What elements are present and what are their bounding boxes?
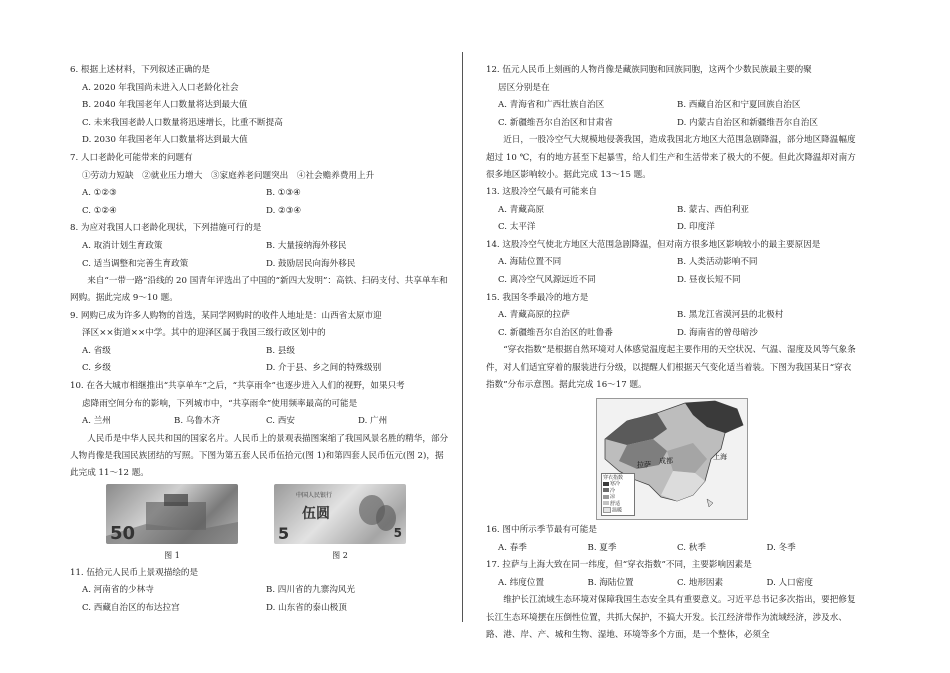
legend-swatch [603, 507, 611, 513]
q14-option-d: D. 昼夜长短不同 [677, 274, 741, 285]
q10-option-d: D. 广州 [358, 416, 388, 427]
q10-option-b: B. 乌鲁木齐 [174, 416, 221, 427]
q6-option-a: A. 2020 年我国尚未进入人口老龄化社会 [82, 82, 239, 93]
q12-option-c: C. 新疆维吾尔自治区和甘肃省 [498, 117, 613, 128]
q15-option-d: D. 海南省的曾母暗沙 [677, 327, 758, 338]
legend-title: 穿衣指数 [603, 474, 624, 481]
banknote-figures [70, 484, 450, 565]
q8-option-a: A. 取消计划生育政策 [82, 240, 163, 251]
q12-option-a: A. 青海省和广西壮族自治区 [498, 100, 605, 111]
left-column [70, 62, 450, 618]
q8-option-c: C. 适当调整和完善生育政策 [82, 258, 189, 269]
question-12-stem-cont: 居区分别是在 [498, 82, 550, 93]
column-divider [462, 52, 463, 622]
q9-option-a: A. 省级 [82, 345, 111, 356]
q14-option-b: B. 人类活动影响不同 [677, 257, 758, 268]
question-12-stem: 12. 伍元人民币上刻画的人物肖像是藏族同胞和回族同胞，这两个少数民族最主要的聚 [486, 65, 812, 75]
question-13-stem: 13. 这股冷空气最有可能来自 [486, 186, 597, 197]
banknote-5-image [274, 484, 406, 544]
q9-option-d: D. 介于县、乡之间的特殊级别 [266, 363, 382, 374]
q7-option-b: B. ①③④ [266, 188, 301, 199]
q13-options [486, 202, 856, 237]
q6-option-c: C. 未来我国老龄人口数量将迅速增长，比重不断提高 [82, 117, 283, 128]
legend-swatch [603, 482, 609, 486]
intro-9-10: 来自“一带一路”沿线的 20 国青年评选出了中国的“新四大发明”：高铁、扫码支付、共享单车和网购。据此完成 9～10 题。 [70, 276, 448, 304]
q8-options [70, 238, 450, 273]
q13-option-a: A. 青藏高原 [498, 204, 545, 215]
q10-option-c: C. 西安 [266, 416, 295, 427]
q9-option-b: B. 县级 [266, 345, 295, 356]
q12-option-b: B. 西藏自治区和宁夏回族自治区 [677, 100, 801, 111]
q11-option-a: A. 河南省的少林寺 [82, 585, 154, 596]
banknote-5-value-left: 5 [278, 523, 290, 543]
q17-options [486, 575, 856, 593]
q7-option-c: C. ①②④ [82, 205, 117, 216]
banknote-5-value-right: 5 [393, 525, 402, 540]
q11-option-b: B. 四川省的九寨沟风光 [266, 585, 356, 596]
question-10-stem-cont: 虑降雨空间分布的影响，下列城市中，“共享雨伞”使用频率最高的可能是 [82, 398, 358, 409]
intro-11-12: 人民币是中华人民共和国的国家名片。人民币上的景观表描图案缩了我国风景名胜的精华，部分人物肖像是我国民族团结的写照。下图为第五套人民币伍拾元(图 1)和第四套人民币伍元(图 2)，据此完成 11～12 题。 [70, 433, 449, 479]
q13-option-c: C. 太平洋 [498, 222, 536, 233]
map-label-lhasa: 拉萨 [637, 460, 651, 469]
q11-options [70, 582, 450, 617]
q13-option-d: D. 印度洋 [677, 222, 715, 233]
intro-13-15: 近日，一股冷空气大规模地侵袭我国，造成我国北方地区大范围急剧降温，部分地区降温幅度超过 10 ℃，有的地方甚至下起暴雪，给人们生产和生活带来了极大的不便。但此次降温却对南方很多地区影响较小。据此完成 13～15 题。 [486, 135, 856, 180]
question-9-stem: 9. 网购已成为许多人购物的首选，某同学网购时的收件人地址是：山西省太原市迎 [70, 310, 382, 321]
q17-option-d: D. 人口密度 [766, 577, 813, 588]
map-legend [601, 473, 635, 517]
question-16-stem: 16. 图中所示季节最有可能是 [486, 524, 597, 535]
legend-swatch [603, 501, 609, 505]
q6-option-d: D. 2030 年我国老年人口数量将达到最大值 [82, 135, 248, 146]
figure-2-caption: 图 2 [332, 551, 348, 561]
q6-option-b: B. 2040 年我国老年人口数量将达到最大值 [82, 100, 248, 111]
q15-option-b: B. 黑龙江省漠河县的北极村 [677, 310, 784, 321]
question-6-stem: 6. 根据上述材料，下列叙述正确的是 [70, 65, 210, 75]
q15-option-c: C. 新疆维吾尔自治区的吐鲁番 [498, 327, 613, 338]
q16-option-c: C. 秋季 [677, 542, 706, 553]
q10-option-a: A. 兰州 [82, 416, 111, 427]
q11-option-d: D. 山东省的泰山极顶 [266, 603, 347, 614]
q15-options [486, 307, 856, 342]
q17-option-c: C. 地形因素 [677, 577, 724, 588]
figure-1-caption: 图 1 [164, 551, 180, 561]
q12-options [486, 97, 856, 132]
portrait-icon [274, 484, 406, 544]
q16-option-a: A. 春季 [498, 542, 527, 553]
legend-item: 舒适 [603, 501, 633, 508]
banknote-50-value: 50 [110, 522, 136, 544]
legend-item: 凉 [603, 494, 633, 501]
q11-option-c: C. 西藏自治区的布达拉宫 [82, 603, 180, 614]
q9-option-c: C. 乡级 [82, 363, 111, 374]
figure-2 [274, 484, 406, 565]
q8-option-b: B. 大量接纳海外移民 [266, 240, 347, 251]
q16-option-b: B. 夏季 [587, 542, 617, 553]
intro-18: 维护长江流域生态环境对保障我国生态安全具有重要意义。习近平总书记多次指出，要把修复长江生态环境摆在压倒性位置，共抓大保护，不搞大开发。长江经济带作为流域经济，涉及水、路、港、岸、产、城和生物、湿地、环境等多个方面，是一个整体，必须全 [486, 595, 856, 640]
q16-option-d: D. 冬季 [766, 542, 796, 553]
banknote-50-image [106, 484, 238, 544]
q12-option-d: D. 内蒙古自治区和新疆维吾尔自治区 [677, 117, 818, 128]
legend-swatch [603, 488, 609, 492]
right-column [486, 62, 856, 644]
legend-item: 冷 [603, 488, 633, 495]
q10-options [70, 413, 450, 431]
question-11-stem: 11. 伍拾元人民币上景观描绘的是 [70, 567, 199, 578]
q9-options [70, 343, 450, 378]
question-8-stem: 8. 为应对我国人口老龄化现状，下列措施可行的是 [70, 223, 262, 234]
q7-option-a: A. ①②③ [82, 188, 117, 199]
intro-16-17: “穿衣指数”是根据自然环境对人体感觉温度起主要作用的天空状况、气温、湿度及风等气象条件，对人们适宜穿着的服装进行分级，以提醒人们根据天气变化适当着装。下图为我国某日“穿衣指数”分布示意图。据此完成 16～17 题。 [486, 345, 856, 390]
q13-option-b: B. 蒙古、西伯利亚 [677, 204, 749, 215]
banknote-5-word: 伍圆 [302, 506, 330, 523]
map-label-chengdu: 成都 [659, 456, 673, 465]
q7-option-d: D. ②③④ [266, 205, 302, 216]
question-7-stem: 7. 人口老龄化可能带来的问题有 [70, 152, 193, 163]
banknote-5-bank-name: 中国人民银行 [296, 492, 333, 500]
legend-item: 温暖 [603, 507, 633, 514]
q14-option-c: C. 离冷空气风源远近不同 [498, 274, 596, 285]
question-9-stem-cont: 泽区××街道××中学。其中的迎泽区属于我国三级行政区划中的 [82, 328, 326, 339]
question-10-stem: 10. 在各大城市相继推出“共享单车”之后，“共享雨伞”也逐步进入人们的视野，如果只考 [70, 380, 405, 391]
q17-option-b: B. 海陆位置 [587, 577, 634, 588]
legend-item: 寒冷 [603, 481, 633, 488]
question-17-stem: 17. 拉萨与上海大致在同一纬度，但“穿衣指数”不同，主要影响因素是 [486, 560, 752, 571]
clothing-index-map [596, 398, 748, 520]
q7-items: ①劳动力短缺 ②就业压力增大 ③家庭养老问题突出 ④社会赡养费用上升 [82, 170, 375, 181]
q15-option-a: A. 青藏高原的拉萨 [498, 310, 570, 321]
q16-options [486, 540, 856, 558]
question-14-stem: 14. 这股冷空气使北方地区大范围急剧降温，但对南方很多地区影响较小的最主要原因是 [486, 239, 821, 250]
figure-1 [106, 484, 238, 565]
q14-option-a: A. 海陆位置不同 [498, 257, 562, 268]
q14-options [486, 254, 856, 289]
question-15-stem: 15. 我国冬季最冷的地方是 [486, 292, 589, 303]
q8-option-d: D. 鼓励居民向海外移民 [266, 258, 356, 269]
q17-option-a: A. 纬度位置 [498, 577, 545, 588]
legend-swatch [603, 495, 609, 499]
q7-options [70, 185, 450, 220]
map-label-shanghai: 上海 [713, 452, 727, 461]
